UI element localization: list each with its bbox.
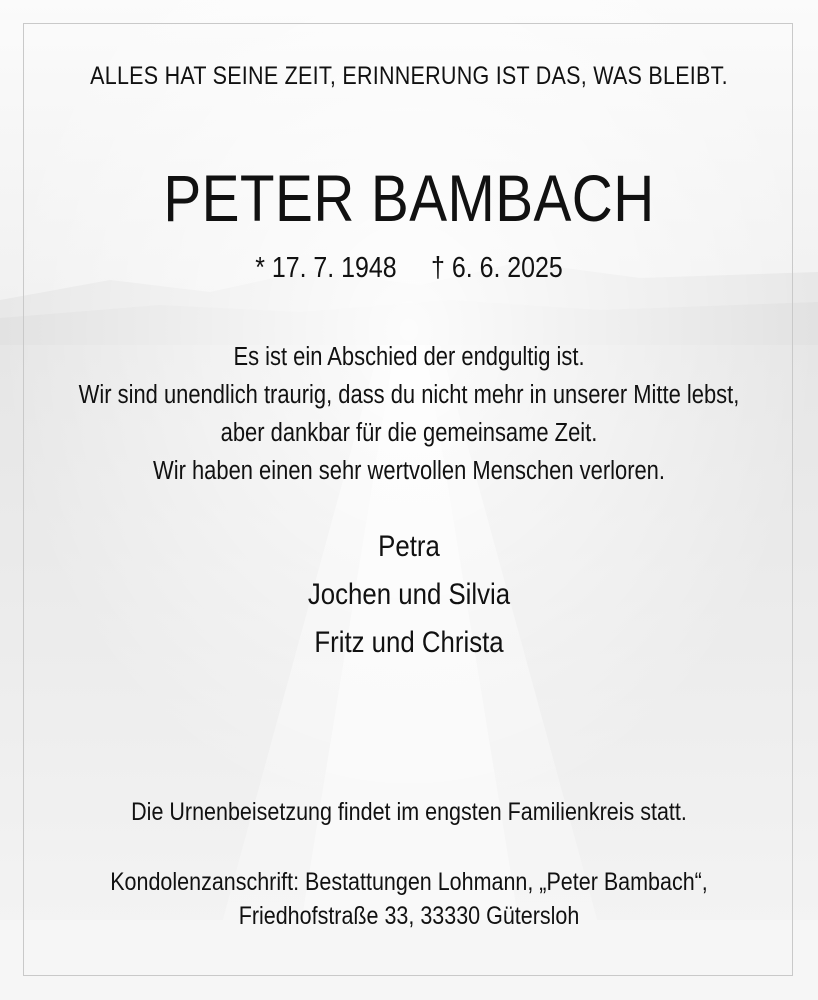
verse-line: Es ist ein Abschied der endgultig ist. xyxy=(233,343,585,371)
condolence-address-line: Friedhofstraße 33, 33330 Gütersloh xyxy=(238,902,580,930)
verse-line: Wir haben einen sehr wertvollen Menschen verloren. xyxy=(153,457,665,485)
birth-date: * 17. 7. 1948 xyxy=(255,252,397,284)
mourner-name: Fritz und Christa xyxy=(314,626,504,659)
death-date: † 6. 6. 2025 xyxy=(431,252,563,284)
condolence-address-line: Kondolenzanschrift: Bestattungen Lohmann, „Peter Bambach“, xyxy=(110,868,708,896)
life-dates xyxy=(57,252,760,285)
mourner-name: Petra xyxy=(378,530,440,563)
verse-line: Wir sind unendlich traurig, dass du nicht mehr in unserer Mitte lebst, xyxy=(78,381,740,409)
motto-text: ALLES HAT SEINE ZEIT, ERINNERUNG IST DAS, WAS BLEIBT. xyxy=(90,62,728,90)
verse-line: aber dankbar für die gemeinsame Zeit. xyxy=(220,419,598,447)
mourner-name: Jochen und Silvia xyxy=(307,578,511,611)
deceased-name: PETER BAMBACH xyxy=(163,161,655,235)
burial-note: Die Urnenbeisetzung findet im engsten Familienkreis statt. xyxy=(131,798,687,826)
